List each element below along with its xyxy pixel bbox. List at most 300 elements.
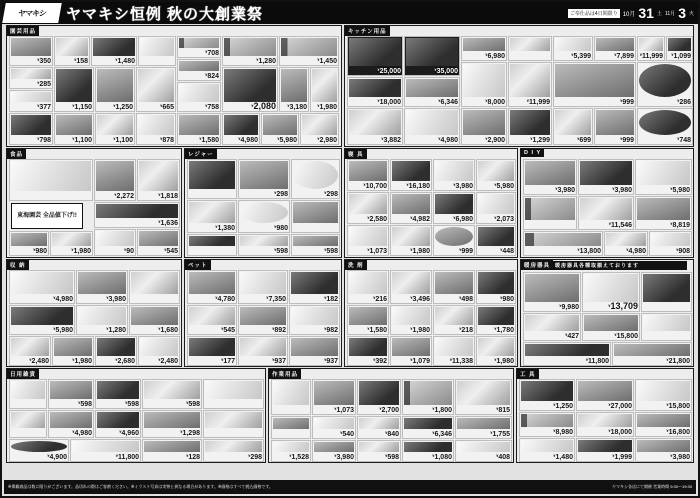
product-price: ¥11,338 <box>449 357 473 365</box>
product-cell[interactable] <box>637 36 665 61</box>
product-cell[interactable] <box>48 410 94 438</box>
product-price: ¥2,073 <box>494 215 514 223</box>
product-cell[interactable] <box>136 67 176 112</box>
product-cell[interactable] <box>187 200 237 233</box>
product-price: ¥286 <box>677 98 691 106</box>
product-cell[interactable] <box>142 379 202 409</box>
product-price: ¥999 <box>459 247 473 255</box>
product-image <box>435 194 473 214</box>
product-cell[interactable] <box>476 270 516 304</box>
product-image <box>349 161 387 181</box>
product-image <box>314 381 354 405</box>
product-image <box>139 231 178 246</box>
product-image <box>281 69 307 102</box>
product-price: ¥427 <box>565 332 579 340</box>
product-cell[interactable] <box>649 231 692 256</box>
product-image <box>291 338 338 356</box>
product-image <box>643 274 690 302</box>
section-food <box>6 148 182 258</box>
product-image <box>463 64 505 97</box>
product-cell[interactable] <box>433 225 475 256</box>
product-cell[interactable] <box>54 67 94 112</box>
product-cell[interactable] <box>142 410 202 438</box>
product-price: ¥4,960 <box>119 429 139 437</box>
product-cell[interactable] <box>404 77 460 107</box>
product-price: ¥1,073 <box>367 247 387 255</box>
product-cell[interactable] <box>404 108 460 145</box>
product-cell[interactable] <box>137 159 180 201</box>
product-image <box>349 38 401 66</box>
product-image <box>639 110 691 135</box>
product-cell[interactable] <box>508 108 552 145</box>
product-image <box>138 69 174 102</box>
product-cell[interactable] <box>9 336 51 366</box>
product-cell[interactable] <box>187 336 237 366</box>
product-cell[interactable] <box>289 305 340 335</box>
product-image <box>273 381 309 405</box>
product-price: ¥2,680 <box>115 357 135 365</box>
product-image <box>97 338 135 356</box>
product-cell[interactable] <box>95 113 135 145</box>
product-cell[interactable] <box>582 272 640 312</box>
product-image <box>435 161 473 181</box>
product-price: ¥798 <box>37 136 51 144</box>
product-cell[interactable] <box>129 270 180 304</box>
product-price: ¥298 <box>324 190 338 198</box>
product-image <box>50 381 92 399</box>
product-cell[interactable] <box>553 62 636 107</box>
product-image <box>435 227 473 246</box>
product-image <box>637 414 690 427</box>
product-cell[interactable] <box>238 305 288 335</box>
product-price: ¥13,800 <box>577 247 601 255</box>
product-price: ¥937 <box>272 357 286 365</box>
product-cell[interactable] <box>222 36 278 66</box>
product-price: ¥1,818 <box>158 192 178 200</box>
product-cell[interactable] <box>91 36 137 66</box>
product-cell[interactable] <box>9 379 47 409</box>
product-cell[interactable] <box>347 192 389 224</box>
product-image <box>240 307 286 325</box>
product-price: ¥350 <box>37 57 51 65</box>
product-cell[interactable] <box>177 36 221 58</box>
product-image <box>555 64 634 97</box>
product-cell[interactable] <box>94 229 136 256</box>
product-cell[interactable] <box>578 196 634 230</box>
product-price: ¥498 <box>459 295 473 303</box>
product-image <box>205 381 262 399</box>
page-title: ヤマキシ恒例 秋の大創業祭 <box>66 5 264 23</box>
product-image <box>11 38 51 56</box>
product-image <box>510 110 550 135</box>
product-cell[interactable] <box>9 410 47 438</box>
product-cell[interactable] <box>136 113 176 145</box>
product-image <box>555 38 591 51</box>
product-cell[interactable] <box>279 67 309 112</box>
masthead-date-area <box>568 5 698 21</box>
product-price: ¥5,980 <box>494 182 514 190</box>
product-price: ¥6,980 <box>453 215 473 223</box>
product-cell[interactable] <box>641 272 692 312</box>
product-cell[interactable] <box>54 36 90 66</box>
product-cell[interactable] <box>476 192 516 224</box>
product-cell[interactable] <box>390 225 432 256</box>
product-price: ¥182 <box>324 295 338 303</box>
product-price: ¥2,980 <box>317 136 337 144</box>
product-cell[interactable] <box>347 225 389 256</box>
product-cell[interactable] <box>523 231 603 256</box>
product-cell[interactable] <box>433 305 475 335</box>
product-cell[interactable] <box>289 336 340 366</box>
product-cell[interactable] <box>637 62 693 107</box>
product-cell[interactable] <box>9 270 75 304</box>
product-image <box>478 338 514 356</box>
product-image <box>578 381 632 401</box>
product-image <box>359 442 399 452</box>
product-cell[interactable] <box>187 159 237 199</box>
product-cell[interactable] <box>203 439 264 462</box>
product-cell[interactable] <box>582 313 640 341</box>
product-cell[interactable] <box>553 36 593 61</box>
product-price: ¥2,480 <box>158 357 178 365</box>
product-cell[interactable] <box>238 270 288 304</box>
product-cell[interactable] <box>9 113 53 145</box>
product-cell[interactable] <box>95 379 141 409</box>
product-image <box>281 38 337 56</box>
product-cell[interactable] <box>310 67 339 112</box>
product-price: ¥982 <box>324 326 338 334</box>
product-cell[interactable] <box>455 379 512 415</box>
product-cell[interactable] <box>594 108 636 145</box>
product-image <box>349 194 387 214</box>
product-price: ¥35,000 <box>434 67 458 75</box>
product-price: ¥1,800 <box>432 406 452 414</box>
product-image <box>578 414 632 427</box>
product-cell[interactable] <box>187 305 237 335</box>
product-image <box>457 418 510 429</box>
product-cell[interactable] <box>312 379 356 415</box>
product-cell[interactable] <box>203 410 264 438</box>
product-cell[interactable] <box>390 159 432 191</box>
product-cell[interactable] <box>357 440 401 462</box>
product-cell[interactable] <box>9 231 49 256</box>
product-price: ¥21,800 <box>666 357 690 365</box>
product-cell[interactable] <box>402 379 454 415</box>
product-cell[interactable] <box>476 336 516 366</box>
product-cell[interactable] <box>347 270 389 304</box>
product-cell[interactable] <box>637 108 693 145</box>
product-price: ¥25,000 <box>377 67 401 75</box>
product-price: ¥1,480 <box>115 57 135 65</box>
product-cell[interactable] <box>523 313 581 341</box>
product-image <box>291 307 338 325</box>
product-price: ¥3,980 <box>334 453 354 461</box>
product-image <box>406 110 458 135</box>
product-cell[interactable] <box>402 440 454 462</box>
product-cell[interactable] <box>222 67 278 112</box>
section-garden <box>6 25 342 147</box>
product-cell[interactable] <box>390 270 432 304</box>
product-image <box>639 38 663 51</box>
date-from-unit: 土 <box>656 10 662 17</box>
product-cell[interactable] <box>95 410 141 438</box>
product-price: ¥5,980 <box>53 326 73 334</box>
product-price: ¥1,680 <box>158 326 178 334</box>
product-image <box>179 61 219 71</box>
section-heater <box>520 259 694 367</box>
product-price: ¥216 <box>373 295 387 303</box>
product-image <box>293 236 338 246</box>
product-image <box>11 381 45 399</box>
product-cell[interactable] <box>433 270 475 304</box>
product-image <box>584 315 638 331</box>
product-image <box>392 272 430 294</box>
product-cell[interactable] <box>635 379 692 411</box>
product-price: ¥1,250 <box>553 402 573 410</box>
product-image <box>144 441 200 452</box>
product-cell[interactable] <box>289 270 340 304</box>
product-image <box>240 161 288 189</box>
product-cell[interactable] <box>553 108 593 145</box>
product-image <box>52 233 91 246</box>
product-cell[interactable] <box>347 77 403 107</box>
product-image <box>525 344 609 356</box>
section-detergent <box>344 259 518 367</box>
product-cell[interactable] <box>604 231 648 256</box>
product-image <box>359 418 399 429</box>
product-cell[interactable] <box>203 379 264 409</box>
product-cell[interactable] <box>9 305 75 335</box>
product-cell[interactable] <box>594 36 636 61</box>
product-image <box>11 69 51 79</box>
product-cell[interactable] <box>138 336 180 366</box>
product-cell[interactable] <box>9 439 69 462</box>
product-cell[interactable] <box>523 342 611 366</box>
product-cell[interactable] <box>390 336 432 366</box>
product-image <box>11 441 67 452</box>
section-diy <box>520 148 694 258</box>
product-cell[interactable] <box>519 438 575 462</box>
product-image <box>637 381 690 401</box>
product-cell[interactable] <box>519 379 575 411</box>
date-to-month: 11月 <box>664 10 676 17</box>
product-cell[interactable] <box>433 336 475 366</box>
product-cell[interactable] <box>635 412 692 437</box>
product-cell[interactable] <box>177 113 221 145</box>
product-cell[interactable] <box>95 336 137 366</box>
product-cell[interactable] <box>476 305 516 335</box>
product-price: ¥90 <box>123 247 134 255</box>
product-image <box>140 38 174 56</box>
section-storage <box>6 259 182 367</box>
product-cell[interactable] <box>291 234 340 256</box>
product-cell[interactable] <box>76 270 128 304</box>
product-cell[interactable] <box>404 36 460 76</box>
product-cell[interactable] <box>142 439 202 462</box>
product-image <box>273 442 309 452</box>
product-cell[interactable] <box>612 342 692 366</box>
product-cell[interactable] <box>433 159 475 191</box>
product-image <box>596 38 634 51</box>
product-price: ¥545 <box>221 326 235 334</box>
product-cell[interactable] <box>357 416 401 439</box>
product-cell[interactable] <box>508 36 552 61</box>
product-cell[interactable] <box>9 90 53 112</box>
product-cell[interactable] <box>390 305 432 335</box>
product-image <box>96 231 134 246</box>
product-cell[interactable] <box>238 234 290 256</box>
product-cell[interactable] <box>300 113 339 145</box>
product-cell[interactable] <box>187 270 237 304</box>
product-image <box>314 442 354 452</box>
product-cell[interactable] <box>222 113 260 145</box>
footer-left: ※掲載商品は数に限りがございます。品切れの際はご容赦ください。※イラスト写真は実物と異なる場合があります。※価格はすべて税込価格です。 <box>8 484 273 489</box>
product-cell[interactable] <box>461 62 507 107</box>
product-price: ¥1,980 <box>494 357 514 365</box>
product-cell[interactable] <box>576 379 634 411</box>
product-cell[interactable] <box>94 202 180 228</box>
product-price: ¥2,080 <box>251 101 276 111</box>
product-cell[interactable] <box>357 379 401 415</box>
product-cell[interactable] <box>312 416 356 439</box>
product-cell[interactable] <box>666 36 693 61</box>
product-price: ¥1,480 <box>553 453 573 461</box>
product-price: ¥4,980 <box>238 136 258 144</box>
product-cell[interactable] <box>95 67 135 112</box>
section-tools <box>516 368 694 463</box>
product-price: ¥27,000 <box>608 402 632 410</box>
product-image <box>525 161 575 185</box>
product-cell[interactable] <box>576 438 634 462</box>
product-cell[interactable] <box>635 159 692 195</box>
section-work <box>268 368 514 463</box>
section-title-heater: 暖房器具 <box>521 260 553 270</box>
product-cell[interactable] <box>177 82 221 112</box>
product-price: ¥908 <box>676 247 690 255</box>
product-cell[interactable] <box>523 159 577 195</box>
product-image <box>56 38 88 56</box>
product-cell[interactable] <box>187 234 237 256</box>
product-cell[interactable] <box>261 113 299 145</box>
product-cell[interactable] <box>476 225 516 256</box>
product-price: ¥4,900 <box>47 453 67 461</box>
product-price: ¥298 <box>274 190 288 198</box>
product-cell[interactable] <box>48 379 94 409</box>
product-cell[interactable] <box>635 196 692 230</box>
product-cell[interactable] <box>390 192 432 224</box>
product-cell[interactable] <box>461 108 507 145</box>
product-image <box>50 412 92 428</box>
product-cell[interactable] <box>635 438 692 462</box>
product-cell[interactable] <box>433 192 475 224</box>
product-cell[interactable] <box>578 159 634 195</box>
product-cell[interactable] <box>138 36 176 66</box>
product-cell[interactable] <box>347 305 389 335</box>
product-cell[interactable] <box>177 59 221 81</box>
product-cell[interactable] <box>312 440 356 462</box>
product-cell[interactable] <box>9 159 93 201</box>
product-cell[interactable] <box>576 412 634 437</box>
heater-banner: 暖房器具各種取揃えております <box>553 261 687 270</box>
product-cell[interactable] <box>347 108 403 145</box>
product-cell[interactable] <box>523 272 581 312</box>
product-image <box>189 338 235 356</box>
product-cell[interactable] <box>54 113 94 145</box>
product-cell[interactable] <box>271 416 311 439</box>
product-price: ¥1,079 <box>410 357 430 365</box>
product-image <box>637 198 690 220</box>
product-cell[interactable] <box>508 62 552 107</box>
product-cell[interactable] <box>9 67 53 89</box>
product-cell[interactable] <box>50 231 93 256</box>
product-cell[interactable] <box>279 36 339 66</box>
product-cell[interactable] <box>70 439 141 462</box>
product-image <box>291 272 338 294</box>
product-cell[interactable] <box>641 313 692 341</box>
product-price: ¥878 <box>160 136 174 144</box>
product-cell[interactable] <box>291 200 340 233</box>
product-image <box>478 161 514 181</box>
product-cell[interactable] <box>347 159 389 191</box>
product-cell[interactable] <box>291 159 340 199</box>
product-cell[interactable] <box>523 196 577 230</box>
product-cell[interactable] <box>455 416 512 439</box>
product-image <box>54 338 92 356</box>
product-cell[interactable] <box>129 305 180 335</box>
product-image <box>11 233 47 246</box>
product-cell[interactable] <box>238 200 290 233</box>
product-price: ¥4,980 <box>53 295 73 303</box>
product-image <box>11 272 73 294</box>
product-cell[interactable] <box>347 336 389 366</box>
product-image <box>205 412 262 428</box>
product-image <box>179 84 219 102</box>
product-cell[interactable] <box>271 440 311 462</box>
product-price: ¥840 <box>385 430 399 438</box>
product-cell[interactable] <box>52 336 94 366</box>
product-price: ¥8,980 <box>553 428 573 436</box>
product-price: ¥11,999 <box>526 98 550 106</box>
product-image <box>179 38 219 48</box>
product-price: ¥3,980 <box>612 186 632 194</box>
product-cell[interactable] <box>137 229 180 256</box>
product-cell[interactable] <box>347 36 403 76</box>
product-image <box>189 272 235 294</box>
product-price: ¥758 <box>205 103 219 111</box>
product-price: ¥708 <box>205 49 219 57</box>
product-cell[interactable] <box>519 412 575 437</box>
product-price: ¥1,298 <box>180 429 200 437</box>
product-cell[interactable] <box>238 336 288 366</box>
product-cell[interactable] <box>9 36 53 66</box>
product-price: ¥9,980 <box>559 303 579 311</box>
product-cell[interactable] <box>476 159 516 191</box>
product-cell[interactable] <box>94 159 136 201</box>
product-image <box>435 338 473 356</box>
product-cell[interactable] <box>238 159 290 199</box>
product-cell[interactable] <box>402 416 454 439</box>
product-cell[interactable] <box>76 305 128 335</box>
product-cell[interactable] <box>271 379 311 415</box>
product-price: ¥5,980 <box>277 136 297 144</box>
section-title-bedding: 寝 具 <box>345 149 367 159</box>
product-cell[interactable] <box>455 440 512 462</box>
product-cell[interactable] <box>461 36 507 61</box>
product-price: ¥6,980 <box>485 52 505 60</box>
product-image <box>404 381 452 405</box>
product-price: ¥824 <box>205 72 219 80</box>
product-image <box>457 381 510 405</box>
